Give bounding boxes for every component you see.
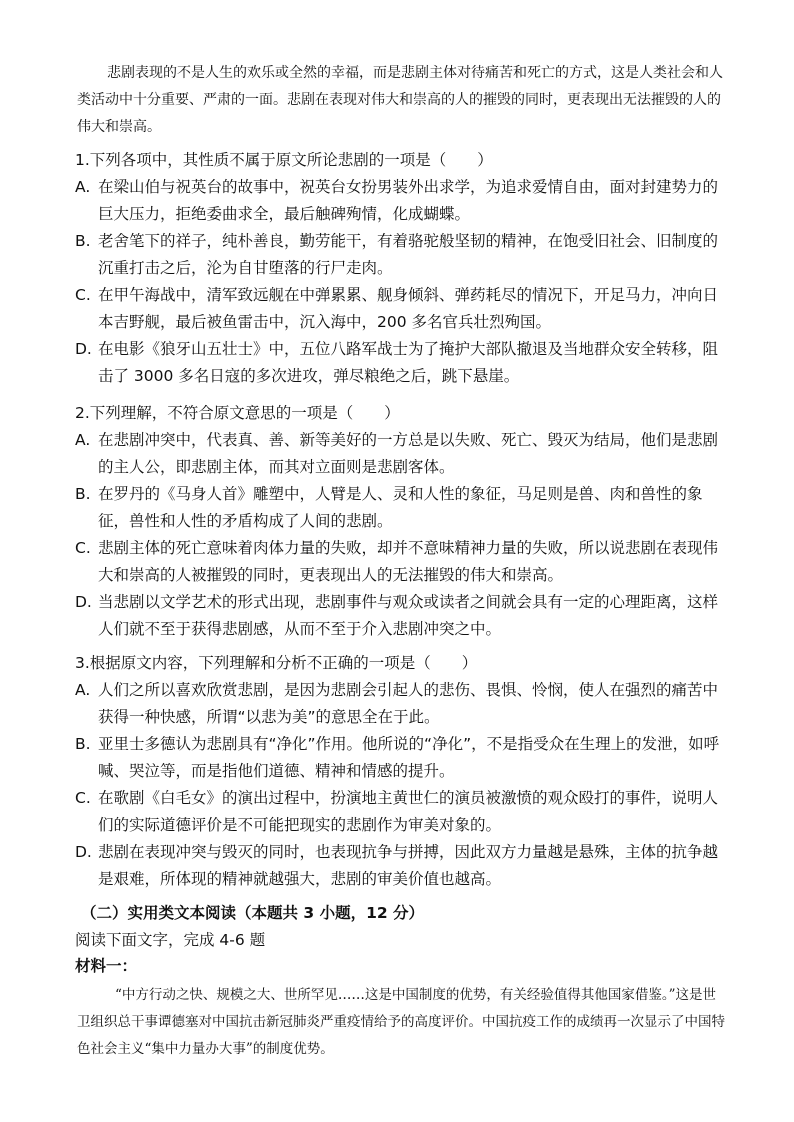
question-2 (75, 400, 725, 643)
option-letter: D. (75, 843, 92, 861)
option-letter: C. (75, 286, 91, 304)
option-text: 老舍笔下的祥子，纯朴善良，勤劳能干，有着骆驼般坚韧的精神，在饱受旧社会、旧制度的沉重打击之后，沦为自甘堕落的行尸走肉。 (98, 232, 719, 277)
option-letter: C. (75, 789, 91, 807)
option-b (75, 481, 725, 535)
option-text: 在悲剧冲突中，代表真、善、新等美好的一方总是以失败、死亡、毁灭为结局，他们是悲剧的主人公，即悲剧主体，而其对立面则是悲剧客体。 (98, 431, 719, 476)
option-text: 在罗丹的《马身人首》雕塑中，人臂是人、灵和人性的象征，马足则是兽、肉和兽性的象征，兽性和人性的矛盾构成了人间的悲剧。 (98, 485, 703, 530)
option-text: 在梁山伯与祝英台的故事中，祝英台女扮男装外出求学，为追求爱情自由，面对封建势力的巨大压力，拒绝委曲求全，最后触碑殉情，化成蝴蝶。 (98, 178, 719, 223)
option-text: 在电影《狼牙山五壮士》中，五位八路军战士为了掩护大部队撤退及当地群众安全转移，阻击了 3000 多名日寇的多次进攻，弹尽粮绝之后，跳下悬崖。 (98, 340, 719, 385)
option-letter: A. (75, 178, 91, 196)
intro-paragraph (77, 60, 725, 141)
option-c (75, 282, 725, 336)
option-text: 亚里士多德认为悲剧具有“净化”作用。他所说的“净化”，不是指受众在生理上的发泄，如呼喊、哭泣等，而是指他们道德、精神和情感的提升。 (98, 735, 720, 780)
option-letter: B. (75, 232, 91, 250)
option-b (75, 731, 725, 785)
option-text: 悲剧在表现冲突与毁灭的同时，也表现抗争与拼搏，因此双方力量越是悬殊，主体的抗争越是艰难，所体现的精神就越强大，悲剧的审美价值也越高。 (98, 843, 719, 888)
option-b (75, 228, 725, 282)
option-d (75, 839, 725, 893)
option-letter: B. (75, 485, 91, 503)
option-d (75, 589, 725, 643)
option-letter: C. (75, 539, 91, 557)
reading-instruction: 阅读下面文字，完成 4-6 题 (75, 931, 266, 949)
option-a (75, 174, 725, 228)
option-a (75, 427, 725, 481)
question-3 (75, 650, 725, 893)
option-letter: D. (75, 593, 92, 611)
option-letter: A. (75, 431, 91, 449)
option-c (75, 785, 725, 839)
section-heading: （二）实用类文本阅读（本题共 3 小题，12 分） (81, 904, 425, 922)
option-d (75, 336, 725, 390)
option-text: 悲剧主体的死亡意味着肉体力量的失败，却并不意味精神力量的失败，所以说悲剧在表现伟大和崇高的人被摧毁的同时，更表现出人的无法摧毁的伟大和崇高。 (98, 539, 719, 584)
material-paragraph (77, 982, 725, 1063)
option-text: 当悲剧以文学艺术的形式出现，悲剧事件与观众或读者之间就会具有一定的心理距离，这样人们就不至于获得悲剧感，从而不至于介入悲剧冲突之中。 (98, 593, 719, 638)
option-a (75, 677, 725, 731)
option-c (75, 535, 725, 589)
material-label: 材料一： (75, 957, 138, 975)
option-text: 在歌剧《白毛女》的演出过程中，扮演地主黄世仁的演员被激愤的观众殴打的事件，说明人们的实际道德评价是不可能把现实的悲剧作为审美对象的。 (98, 789, 719, 834)
option-text: 在甲午海战中，清军致远舰在中弹累累、舰身倾斜、弹药耗尽的情况下，开足马力，冲向日本吉野舰，最后被鱼雷击中，沉入海中，200 多名官兵壮烈殉国。 (98, 286, 719, 331)
question-stem: 3.根据原文内容，下列理解和分析不正确的一项是（ ） (75, 654, 478, 672)
question-stem: 1.下列各项中，其性质不属于原文所论悲剧的一项是（ ） (75, 151, 493, 169)
material-text: “中方行动之快、规模之大、世所罕见……这是中国制度的优势，有关经验值得其他国家借鉴。”这是世卫组织总干事谭德塞对中国抗击新冠肺炎严重疫情给予的高度评价。中国抗疫工作的成绩再一次显示了中国特色社会主义“集中力量办大事”的制度优势。 (77, 987, 725, 1057)
option-letter: D. (75, 340, 92, 358)
intro-text: 悲剧表现的不是人生的欢乐或全然的幸福，而是悲剧主体对待痛苦和死亡的方式，这是人类社会和人类活动中十分重要、严肃的一面。悲剧在表现对伟大和崇高的人的摧毁的同时，更表现出无法摧毁的人的伟大和崇高。 (77, 65, 723, 135)
option-letter: A. (75, 681, 91, 699)
option-text: 人们之所以喜欢欣赏悲剧，是因为悲剧会引起人的悲伤、畏惧、怜悯，使人在强烈的痛苦中获得一种快感，所谓“以悲为美”的意思全在于此。 (98, 681, 719, 726)
question-stem: 2.下列理解，不符合原文意思的一项是（ ） (75, 404, 400, 422)
question-1 (75, 147, 725, 390)
option-letter: B. (75, 735, 91, 753)
